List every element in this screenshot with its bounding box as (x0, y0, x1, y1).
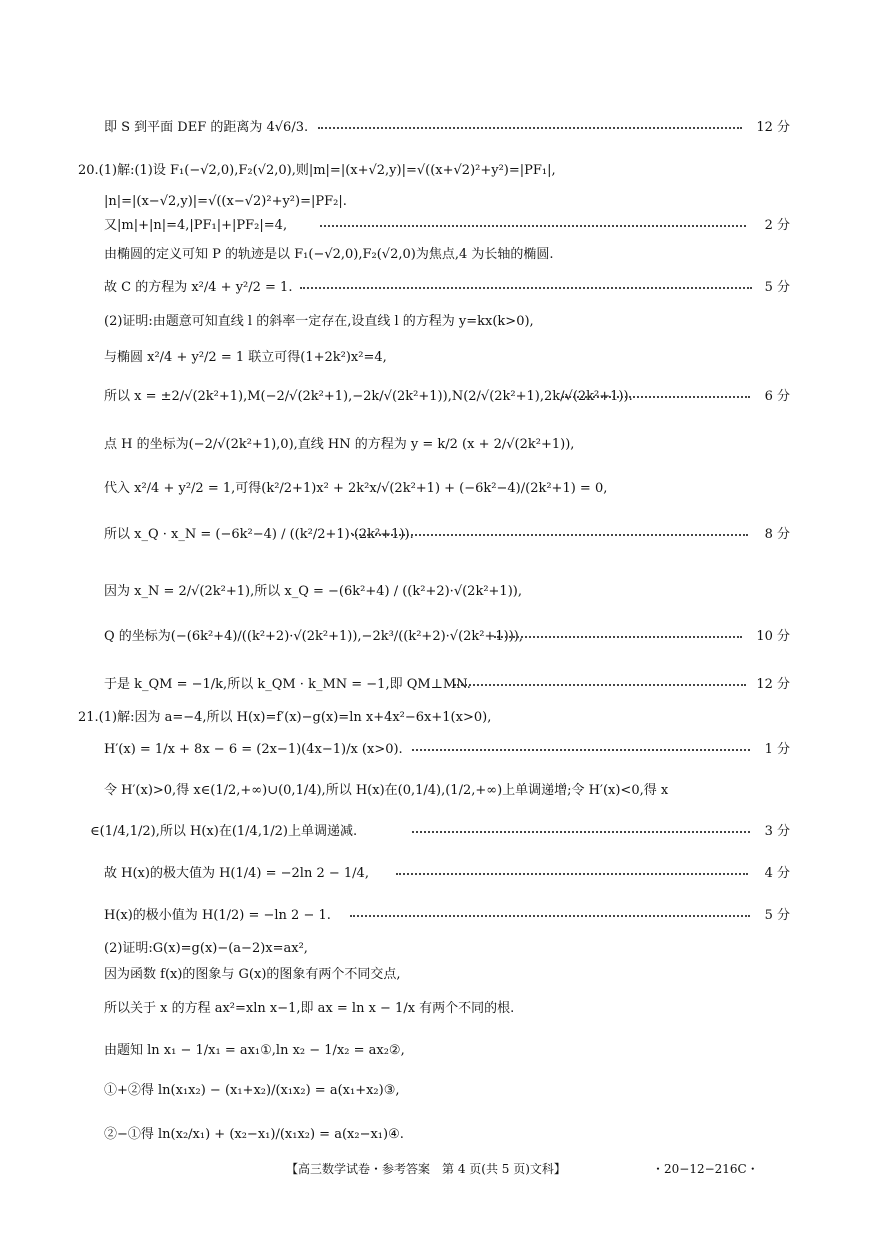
answer-line (0, 520, 870, 550)
line-text: 故 H(x)的极大值为 H(1/4) = −2ln 2 − 1/4, (104, 866, 369, 881)
answer-line (0, 343, 870, 373)
line-text: H(x)的极小值为 H(1/2) = −ln 2 − 1. (104, 908, 331, 923)
answer-line (0, 1076, 870, 1106)
line-text: H′(x) = 1/x + 8x − 6 = (2x−1)(4x−1)/x (x>0). (104, 742, 403, 757)
score-label: 10 分 (756, 629, 790, 644)
leader-dots (352, 534, 748, 538)
leader-dots (350, 915, 750, 919)
score-label: 3 分 (764, 824, 790, 839)
leader-dots (494, 636, 742, 640)
answer-line (0, 776, 870, 806)
score-label: 12 分 (756, 677, 790, 692)
answer-line (0, 113, 870, 143)
line-text: (2)证明:G(x)=g(x)−(a−2)x=ax², (104, 941, 308, 956)
answer-line (0, 156, 870, 186)
score-label: 1 分 (764, 742, 790, 757)
line-text: 所以关于 x 的方程 ax²=xln x−1,即 ax = ln x − 1/x 有两个不同的根. (104, 1001, 515, 1016)
line-text: (2)证明:由题意可知直线 l 的斜率一定存在,设直线 l 的方程为 y=kx(k>0), (104, 314, 534, 329)
answer-line (0, 901, 870, 931)
line-text: |n|=|(x−√2,y)|=√((x−√2)²+y²)=|PF₂|. (104, 194, 347, 209)
leader-dots (396, 873, 748, 877)
line-text: Q 的坐标为(−(6k²+4)/((k²+2)·√(2k²+1)),−2k³/((k²+2)·√(2k²+1))), (104, 629, 524, 644)
line-text: 又|m|+|n|=4,|PF₁|+|PF₂|=4, (104, 218, 288, 233)
leader-dots (318, 127, 742, 131)
answer-line (0, 703, 870, 733)
answer-line (0, 994, 870, 1024)
score-label: 12 分 (756, 120, 790, 135)
answer-line (0, 859, 870, 889)
line-text: 因为 x_N = 2/√(2k²+1),所以 x_Q = −(6k²+4) / ((k²+2)·√(2k²+1)), (104, 584, 522, 599)
answer-line (0, 382, 870, 412)
leader-dots (300, 287, 752, 291)
answer-line (0, 1120, 870, 1150)
leader-dots (562, 396, 750, 400)
line-text: 20.(1)解:(1)设 F₁(−√2,0),F₂(√2,0),则|m|=|(x+√2,y)|=√((x+√2)²+y²)=|PF₁|, (78, 163, 556, 178)
answer-line (0, 474, 870, 504)
line-text: 令 H′(x)>0,得 x∈(1/2,+∞)∪(0,1/4),所以 H(x)在(0,1/4),(1/2,+∞)上单调递增;令 H′(x)<0,得 x (104, 783, 669, 798)
score-label: 4 分 (764, 866, 790, 881)
leader-dots (412, 749, 750, 753)
answer-line (0, 430, 870, 460)
leader-dots (412, 831, 750, 835)
page-footer (0, 1157, 870, 1181)
answer-line (0, 273, 870, 303)
line-text: 由椭圆的定义可知 P 的轨迹是以 F₁(−√2,0),F₂(√2,0)为焦点,4 为长轴的椭圆. (104, 247, 554, 262)
line-text: 因为函数 f(x)的图象与 G(x)的图象有两个不同交点, (104, 967, 401, 982)
answer-line (0, 735, 870, 765)
line-text: 即 S 到平面 DEF 的距离为 4√6/3. (104, 120, 309, 135)
line-text: 由题知 ln x₁ − 1/x₁ = ax₁①,ln x₂ − 1/x₂ = ax₂②, (104, 1043, 405, 1058)
score-label: 5 分 (764, 280, 790, 295)
line-text: ②−①得 ln(x₂/x₁) + (x₂−x₁)/(x₁x₂) = a(x₂−x₁)④. (104, 1127, 404, 1142)
line-text: 21.(1)解:因为 a=−4,所以 H(x)=f′(x)−g(x)=ln x+4x²−6x+1(x>0), (78, 710, 492, 725)
line-text: 所以 x = ±2/√(2k²+1),M(−2/√(2k²+1),−2k/√(2k²+1)),N(2/√(2k²+1),2k/√(2k²+1)). (104, 389, 633, 404)
line-text: 故 C 的方程为 x²/4 + y²/2 = 1. (104, 280, 293, 295)
leader-dots (320, 225, 746, 229)
answer-line (0, 670, 870, 700)
score-label: 2 分 (764, 218, 790, 233)
footer-title: 【高三数学试卷・参考答案 第 4 页(共 5 页)文科】 (286, 1162, 566, 1176)
line-text: ∈(1/4,1/2),所以 H(x)在(1/4,1/2)上单调递减. (90, 824, 358, 839)
answer-line (0, 307, 870, 337)
score-label: 8 分 (764, 527, 790, 542)
answer-line (0, 817, 870, 847)
answer-line (0, 577, 870, 607)
answer-line (0, 211, 870, 241)
answer-line (0, 960, 870, 990)
score-label: 6 分 (764, 389, 790, 404)
line-text: 代入 x²/4 + y²/2 = 1,可得(k²/2+1)x² + 2k²x/√(2k²+1) + (−6k²−4)/(2k²+1) = 0, (104, 481, 608, 496)
footer-code: ・20−12−216C・ (652, 1162, 759, 1176)
answer-line (0, 1036, 870, 1066)
score-label: 5 分 (764, 908, 790, 923)
answer-line (0, 622, 870, 652)
line-text: 点 H 的坐标为(−2/√(2k²+1),0),直线 HN 的方程为 y = k/2 (x + 2/√(2k²+1)), (104, 437, 575, 452)
line-text: 与椭圆 x²/4 + y²/2 = 1 联立可得(1+2k²)x²=4, (104, 350, 387, 365)
line-text: ①+②得 ln(x₁x₂) − (x₁+x₂)/(x₁x₂) = a(x₁+x₂)③, (104, 1083, 400, 1098)
line-text: 所以 x_Q · x_N = (−6k²−4) / ((k²/2+1)·(2k²+1)). (104, 527, 414, 542)
line-text: 于是 k_QM = −1/k,所以 k_QM · k_MN = −1,即 QM⊥MN. (104, 677, 471, 692)
leader-dots (454, 684, 746, 688)
answer-line (0, 240, 870, 270)
